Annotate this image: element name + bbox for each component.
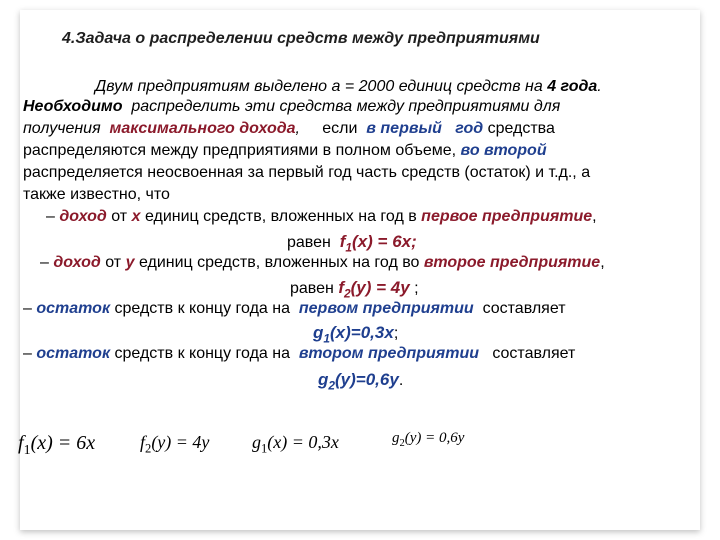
paragraph-line-4 (23, 142, 547, 160)
emphasis: остаток (36, 300, 111, 317)
term-years: 4 года (547, 78, 598, 95)
text: ; (393, 325, 399, 342)
emphasis: доход (59, 208, 107, 225)
emphasis: второе предприятие (423, 254, 601, 271)
text: средств к концу года на (114, 345, 290, 362)
formula: $f_1(x) = 6x$; (339, 232, 417, 255)
variable: x (131, 208, 141, 225)
emphasis: втором предприятии (298, 345, 479, 362)
dash: – (23, 345, 32, 362)
text: единиц средств на (398, 78, 543, 95)
paragraph-line-5: распределяется неосвоенная за первый год часть средств (остаток) и т.д., а (23, 164, 591, 181)
emphasis: Необходимо (23, 98, 123, 115)
formula-f1: $f_1(x) = 6x$ (18, 432, 96, 458)
slide-title: 4.Задача о распределении средств между предприятиями (62, 30, 540, 47)
text: от (111, 208, 128, 225)
text: если (322, 120, 358, 137)
text: средств к концу года на (114, 300, 290, 317)
text: . (398, 372, 404, 389)
paragraph-line-2 (23, 98, 560, 116)
emphasis: остаток (36, 345, 111, 362)
text: , (600, 254, 605, 271)
variable: y (125, 254, 135, 271)
text: Двум предприятиям выделено (95, 78, 328, 95)
equation-f1 (287, 232, 417, 254)
paragraph-line-6: также известно, что (23, 186, 170, 203)
text: получения (23, 120, 101, 137)
text: равен (290, 280, 334, 297)
formula-g1: $g_1(x) = 0,3x$ (252, 432, 339, 456)
formula: $f_2(y) = 4y$ (338, 278, 410, 301)
equation-f2 (290, 278, 419, 300)
list-item-1 (46, 208, 597, 226)
paragraph-line-1 (95, 78, 602, 96)
text: равен (287, 234, 331, 251)
formula: $g_2(y)=0,6y$ (318, 370, 399, 393)
equation-g2 (318, 370, 403, 392)
emphasis: в первый (366, 120, 442, 137)
paragraph-line-3 (23, 120, 555, 138)
text: , (295, 120, 300, 137)
text: распределить эти средства между предприятиями для (131, 98, 561, 115)
formula-g2: $g_2(y) = 0,6y$ (392, 430, 465, 449)
text: , (592, 208, 597, 225)
text: ; (414, 280, 419, 297)
dash: – (46, 208, 55, 225)
equation-g1 (313, 323, 398, 345)
text: . (597, 78, 602, 95)
text: составляет (482, 300, 566, 317)
list-item-3 (23, 300, 566, 318)
dash: – (23, 300, 32, 317)
emphasis: первое предприятие (421, 208, 593, 225)
text: составляет (492, 345, 576, 362)
list-item-2 (40, 254, 605, 272)
emphasis: год (455, 120, 484, 137)
formula: $g_1(x)=0,3x$ (313, 323, 394, 346)
text: единиц средств, вложенных на год во (138, 254, 420, 271)
text: средства (487, 120, 555, 137)
emphasis: доход (53, 254, 101, 271)
value-a: а = 2000 (331, 78, 395, 95)
dash: – (40, 254, 49, 271)
formula-f2: $f_2(y) = 4y$ (140, 432, 210, 456)
emphasis: максимального дохода (109, 120, 296, 137)
emphasis: во второй (460, 142, 547, 159)
text: распределяются между предприятиями в полном объеме, (23, 142, 457, 159)
text: от (105, 254, 122, 271)
list-item-4 (23, 345, 575, 363)
emphasis: первом предприятии (298, 300, 474, 317)
text: единиц средств, вложенных на год в (144, 208, 417, 225)
